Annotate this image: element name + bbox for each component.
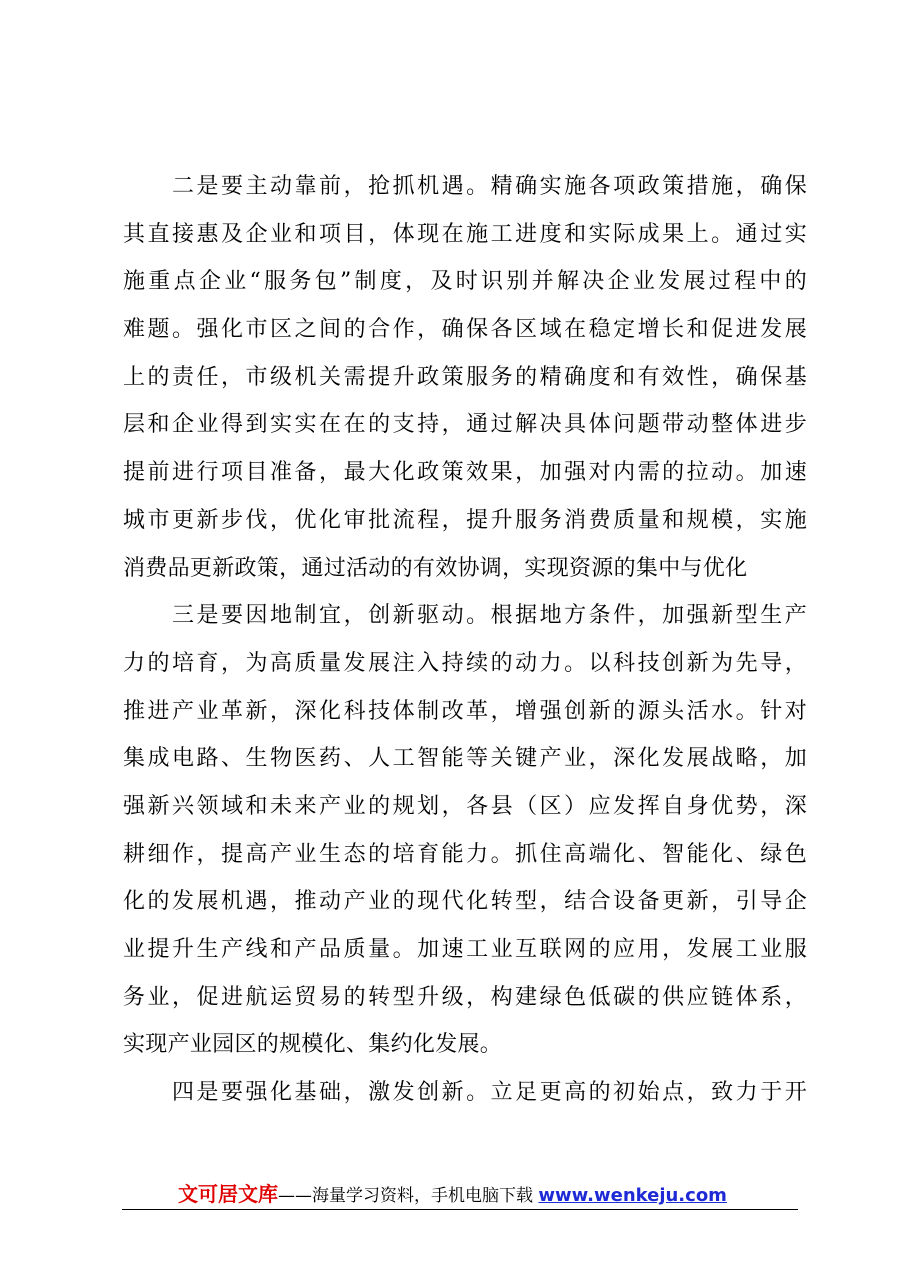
footer-brand: 文可居文库 <box>178 1182 278 1206</box>
text-line: 难题。强化市区之间的合作，确保各区域在稳定增长和促进发展 <box>123 317 807 343</box>
text-line: 务业，促进航运贸易的转型升级，构建绿色低碳的供应链体系， <box>123 984 807 1010</box>
text-line: 化的发展机遇，推动产业的现代化转型，结合设备更新，引导企 <box>123 889 807 915</box>
document-body <box>123 163 807 1117</box>
text-line: 集成电路、生物医药、人工智能等关键产业，深化发展战略，加 <box>123 746 807 772</box>
text-line: 施重点企业“服务包”制度，及时识别并解决企业发展过程中的 <box>123 269 807 295</box>
text-line: 四是要强化基础，激发创新。立足更高的初始点，致力于开 <box>123 1080 807 1106</box>
text-line: 二是要主动靠前，抢抓机遇。精确实施各项政策措施，确保 <box>123 174 807 199</box>
text-line: 力的培育，为高质量发展注入持续的动力。以科技创新为先导， <box>123 650 807 676</box>
text-line: 层和企业得到实实在在的支持，通过解决具体问题带动整体进步 <box>123 412 807 438</box>
text-line: 消费品更新政策，通过活动的有效协调，实现资源的集中与优化 <box>123 555 748 581</box>
footer-site-link[interactable]: www.wenkeju.com <box>538 1185 727 1206</box>
footer-divider <box>122 1209 798 1210</box>
text-line: 上的责任，市级机关需提升政策服务的精确度和有效性，确保基 <box>123 364 807 390</box>
text-line: 提前进行项目准备，最大化政策效果，加强对内需的拉动。加速 <box>123 460 807 486</box>
text-line: 城市更新步伐，优化审批流程，提升服务消费质量和规模，实施 <box>123 507 807 533</box>
footer-banner <box>178 1182 727 1208</box>
text-line: 耕细作，提高产业生态的培育能力。抓住高端化、智能化、绿色 <box>123 841 807 867</box>
text-line: 其直接惠及企业和项目，体现在施工进度和实际成果上。通过实 <box>123 221 807 247</box>
text-line: 强新兴领域和未来产业的规划，各县（区）应发挥自身优势，深 <box>123 793 807 819</box>
text-line: 推进产业革新，深化科技体制改革，增强创新的源头活水。针对 <box>123 698 807 724</box>
footer-tagline: ——海量学习资料，手机电脑下载 <box>278 1186 533 1206</box>
page-footer <box>122 1178 798 1210</box>
text-line: 实现产业园区的规模化、集约化发展。 <box>123 1032 503 1058</box>
text-line: 业提升生产线和产品质量。加速工业互联网的应用，发展工业服 <box>123 937 807 962</box>
text-line: 三是要因地制宜，创新驱动。根据地方条件，加强新型生产 <box>123 603 807 629</box>
